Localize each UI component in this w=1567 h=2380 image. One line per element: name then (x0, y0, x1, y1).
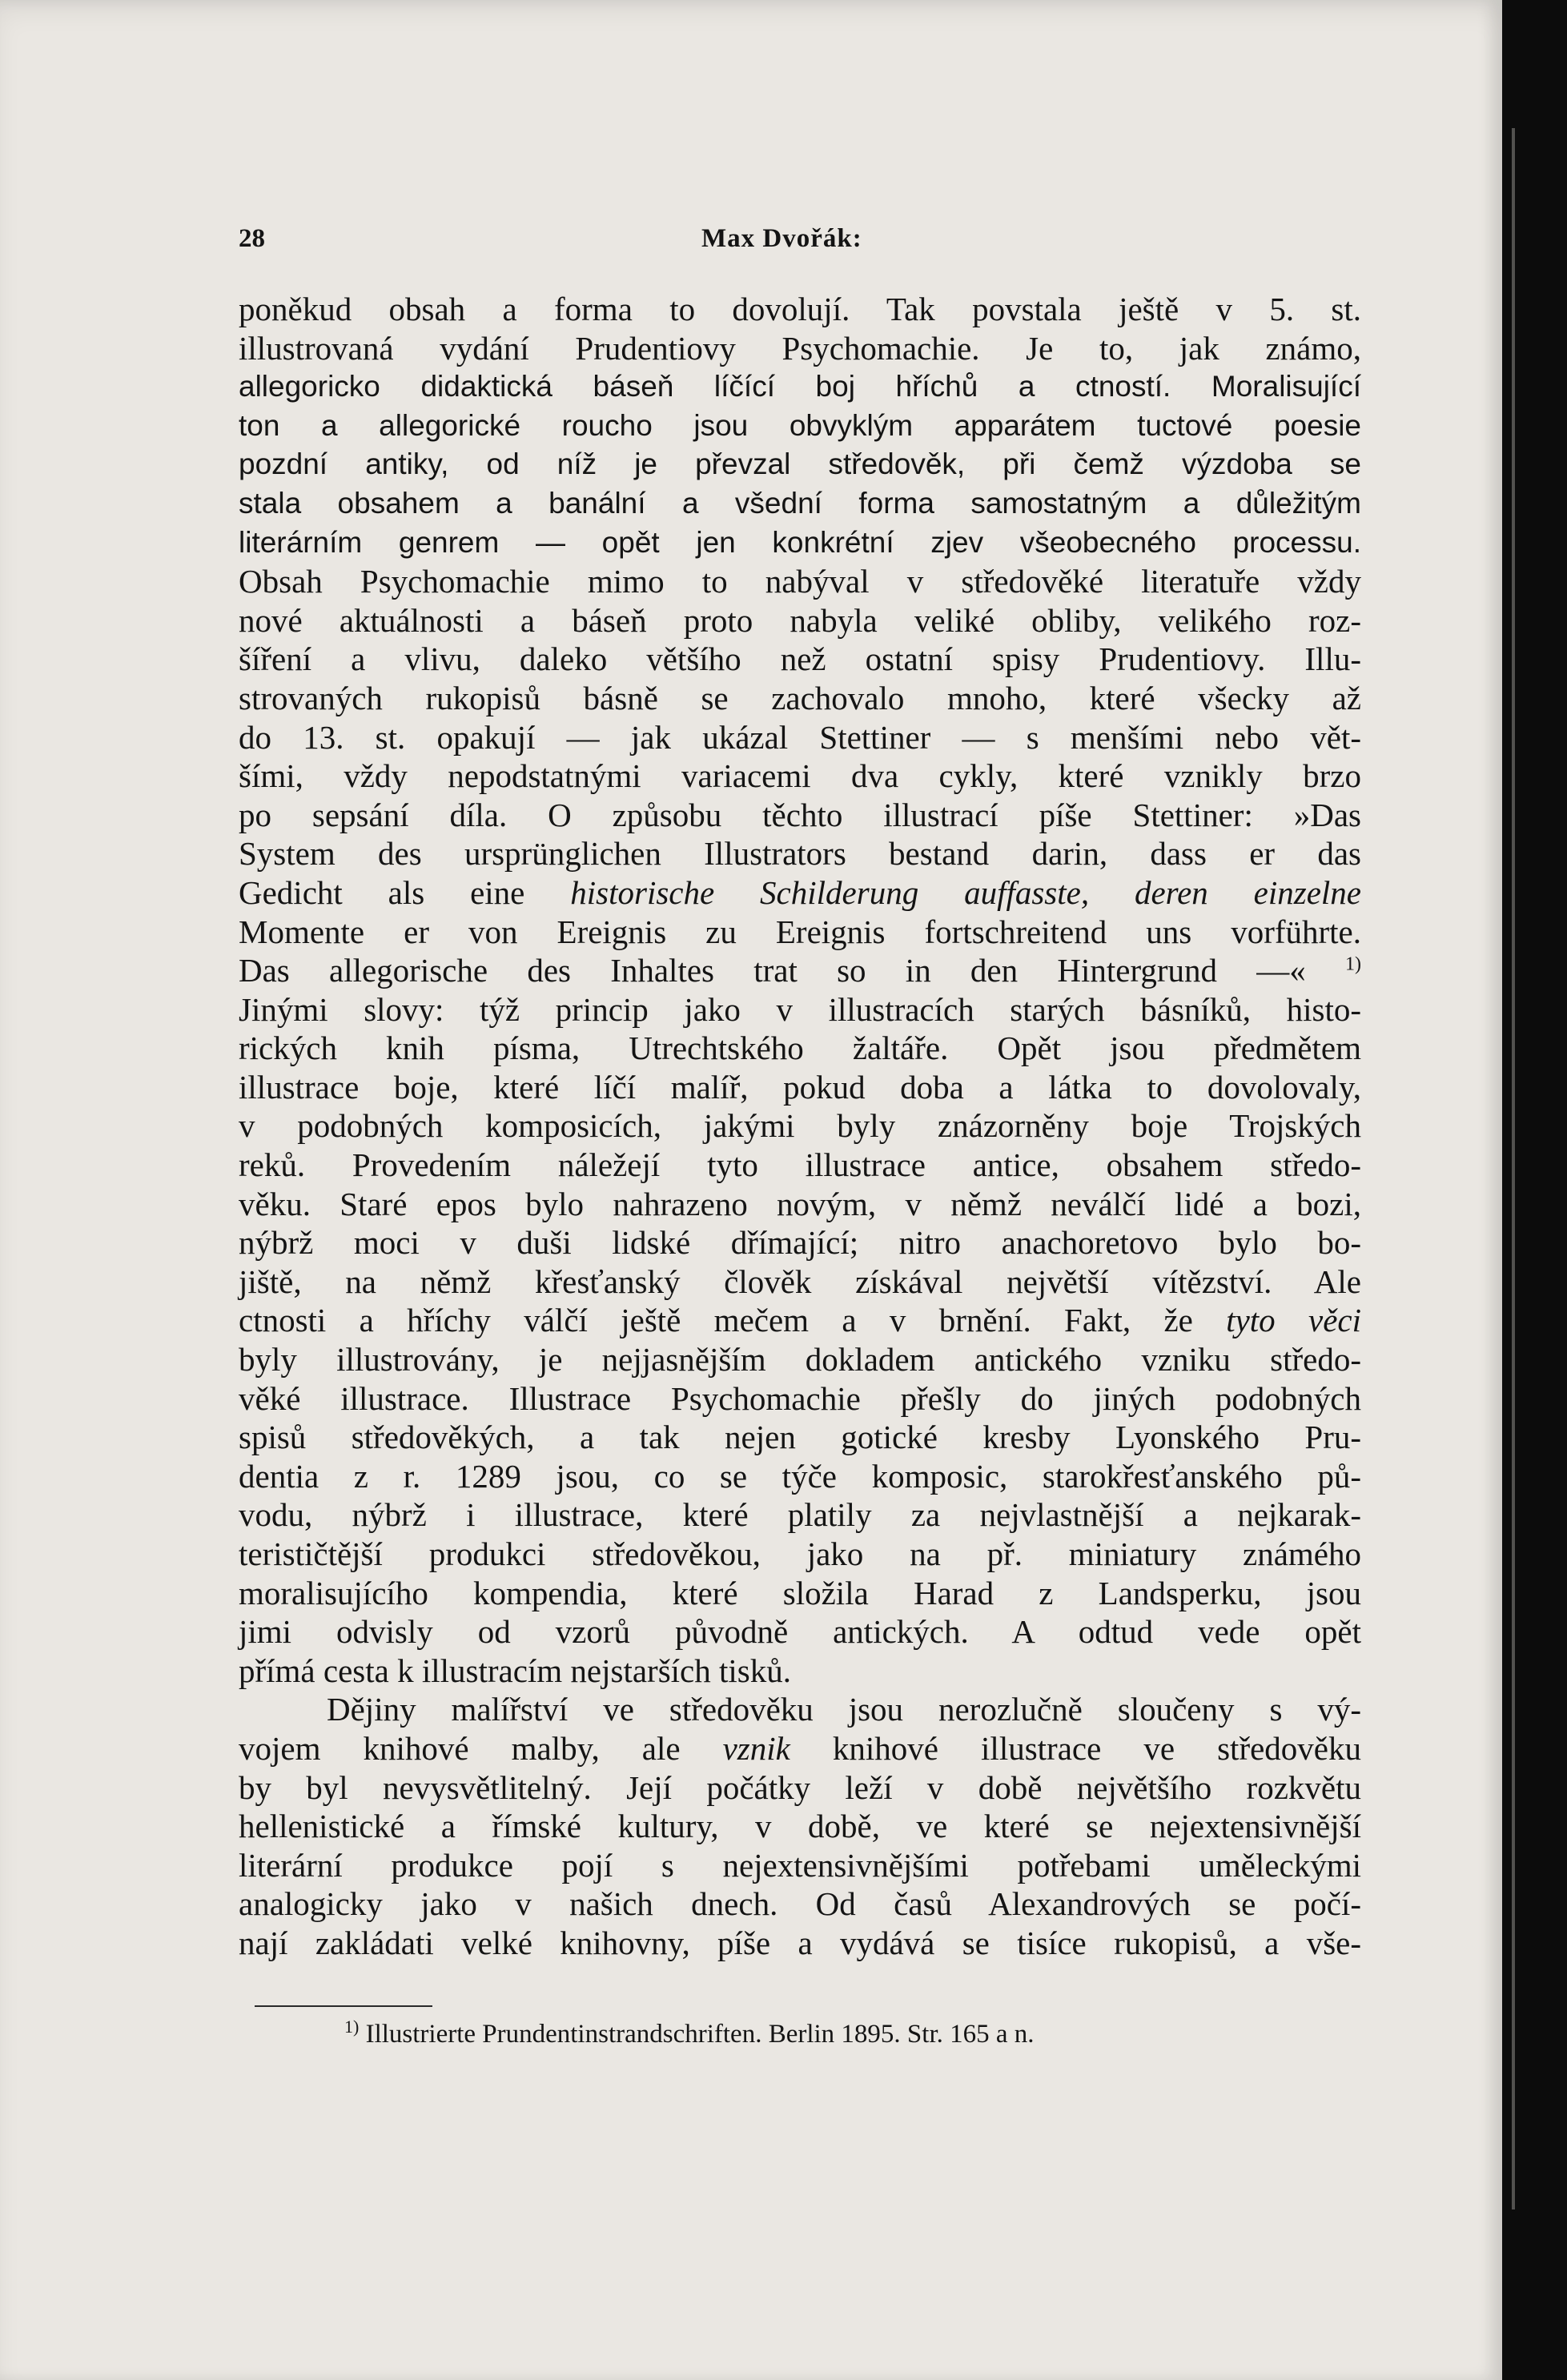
text-line: nají zakládati velké knihovny, píše a vydává se tisíce rukopisů, a vše- (239, 1924, 1361, 1961)
text-line: nové aktuálnosti a báseň proto nabyla veliké obliby, velikého roz- (239, 601, 1361, 639)
text-line: věku. Staré epos bylo nahrazeno novým, v němž neválčí lidé a bozi, (239, 1185, 1361, 1222)
text-line: šíření a vlivu, daleko většího než ostatní spisy Prudentiovy. Illu- (239, 640, 1361, 678)
text-line: rických knih písma, Utrechtského žaltáře. Opět jsou předmětem (239, 1029, 1361, 1067)
text-line: System des ursprünglichen Illustrators bestand darin, dass er das (239, 835, 1361, 873)
text-line: do 13. st. opakují — jak ukázal Stettiner — s menšími nebo vět- (239, 718, 1361, 756)
text-line (239, 1729, 1361, 1768)
text-line: po sepsání díla. O způsobu těchto illustrací píše Stettiner: »Das (239, 796, 1361, 833)
text-line: jiště, na němž křesťanský člověk získával největší vítězství. Ale (239, 1262, 1361, 1300)
text-line: moralisujícího kompendia, které složila Harad z Landsperku, jsou (239, 1574, 1361, 1611)
text-line (239, 951, 1361, 990)
text-line: allegoricko didaktická báseň líčící boj hříchů a ctností. Moralisující (239, 370, 1361, 403)
text-line: ton a allegorické roucho jsou obvyklým apparátem tuctové poesie (239, 408, 1361, 442)
text-fragment: Gedicht als eine (239, 873, 571, 911)
text-line: dentia z r. 1289 jsou, co se týče komposic, starokřesťanského pů- (239, 1457, 1361, 1495)
text-line: hellenistické a římské kultury, v době, ve které se nejextensivnější (239, 1808, 1361, 1845)
text-fragment: Das allegorische des Inhaltes trat so in den Hintergrund —« (239, 952, 1345, 989)
text-line: illustrace boje, které líčí malíř, pokud doba a látka to dovolovaly, (239, 1068, 1361, 1106)
page-edge-shadow (1512, 128, 1515, 2209)
text-line: nýbrž moci v duši lidské dřímající; nitro anachoretovo bylo bo- (239, 1224, 1361, 1262)
text-line: v podobných komposicích, jakými byly znázorněny boje Trojských (239, 1107, 1361, 1145)
text-line: Dějiny malířství ve středověku jsou nerozlučně sloučeny s vý- (327, 1691, 1361, 1728)
text-line (239, 873, 1361, 913)
text-line: Obsah Psychomachie mimo to nabýval v středověké literatuře vždy (239, 563, 1361, 600)
text-line: illustrovaná vydání Prudentiovy Psychomachie. Je to, jak známo, (239, 329, 1361, 367)
footnote-reference: 1) (1345, 953, 1361, 975)
italic-emphasis: vznik (722, 1729, 790, 1767)
footnote-text: Illustrierte Prundentinstrandschriften. Berlin 1895. Str. 165 a n. (359, 2020, 1035, 2049)
text-line: Jinými slovy: týž princip jako v illustracích starých básníků, histo- (239, 990, 1361, 1028)
text-line: spisů středověkých, a tak nejen gotické kresby Lyonského Pru- (239, 1419, 1361, 1456)
running-title: Max Dvořák: (701, 224, 862, 253)
text-line: šími, vždy nepodstatnými variacemi dva cykly, které vznikly brzo (239, 757, 1361, 795)
footnote-marker: 1) (344, 2017, 360, 2037)
footnote (344, 2017, 1035, 2049)
text-line: Momente er von Ereignis zu Ereignis fortschreitend uns vorführte. (239, 913, 1361, 950)
text-line: byly illustrovány, je nejjasnějším dokladem antického vzniku středo- (239, 1341, 1361, 1379)
text-fragment: knihové illustrace ve středověku (790, 1729, 1361, 1767)
text-line: literární produkce pojí s nejextensivnějšími potřebami uměleckými (239, 1846, 1361, 1884)
italic-emphasis: tyto věci (1226, 1302, 1361, 1339)
text-line: analogicky jako v našich dnech. Od časů Alexandrových se počí- (239, 1885, 1361, 1923)
text-line: poněkud obsah a forma to dovolují. Tak povstala ještě v 5. st. (239, 291, 1361, 327)
text-line: vodu, nýbrž i illustrace, které platily za nejvlastnější a nejkarak- (239, 1496, 1361, 1534)
text-line: přímá cesta k illustracím nejstarších tisků. (239, 1652, 791, 1689)
text-line: stala obsahem a banální a všední forma samostatným a důležitým (239, 486, 1361, 520)
body-text (239, 290, 1361, 1963)
text-fragment: ctnosti a hříchy válčí ještě mečem a v brnění. Fakt, že (239, 1302, 1227, 1339)
text-line: literárním genrem — opět jen konkrétní zjev všeobecného processu. (239, 525, 1361, 559)
text-line: reků. Provedením náležejí tyto illustrace antice, obsahem středo- (239, 1146, 1361, 1184)
text-line: by byl nevysvětlitelný. Její počátky leží v době největšího rozkvětu (239, 1768, 1361, 1806)
text-line: jimi odvisly od vzorů původně antických. A odtud vede opět (239, 1613, 1361, 1651)
text-line: strovaných rukopisů básně se zachovalo mnoho, které všecky až (239, 679, 1361, 716)
text-line: terističtější produkci středověkou, jako na př. miniatury známého (239, 1535, 1361, 1572)
text-line (239, 1301, 1361, 1340)
footnote-divider (255, 2005, 432, 2007)
running-header (239, 224, 1360, 264)
text-line: věké illustrace. Illustrace Psychomachie přešly do jiných podobných (239, 1379, 1361, 1417)
italic-quote: historische Schilderung auffasste, deren einzelne (570, 873, 1362, 911)
text-fragment: vojem knihové malby, ale (239, 1729, 723, 1767)
page-number: 28 (239, 224, 265, 253)
text-line: pozdní antiky, od níž je převzal středověk, při čemž výzdoba se (239, 448, 1361, 481)
